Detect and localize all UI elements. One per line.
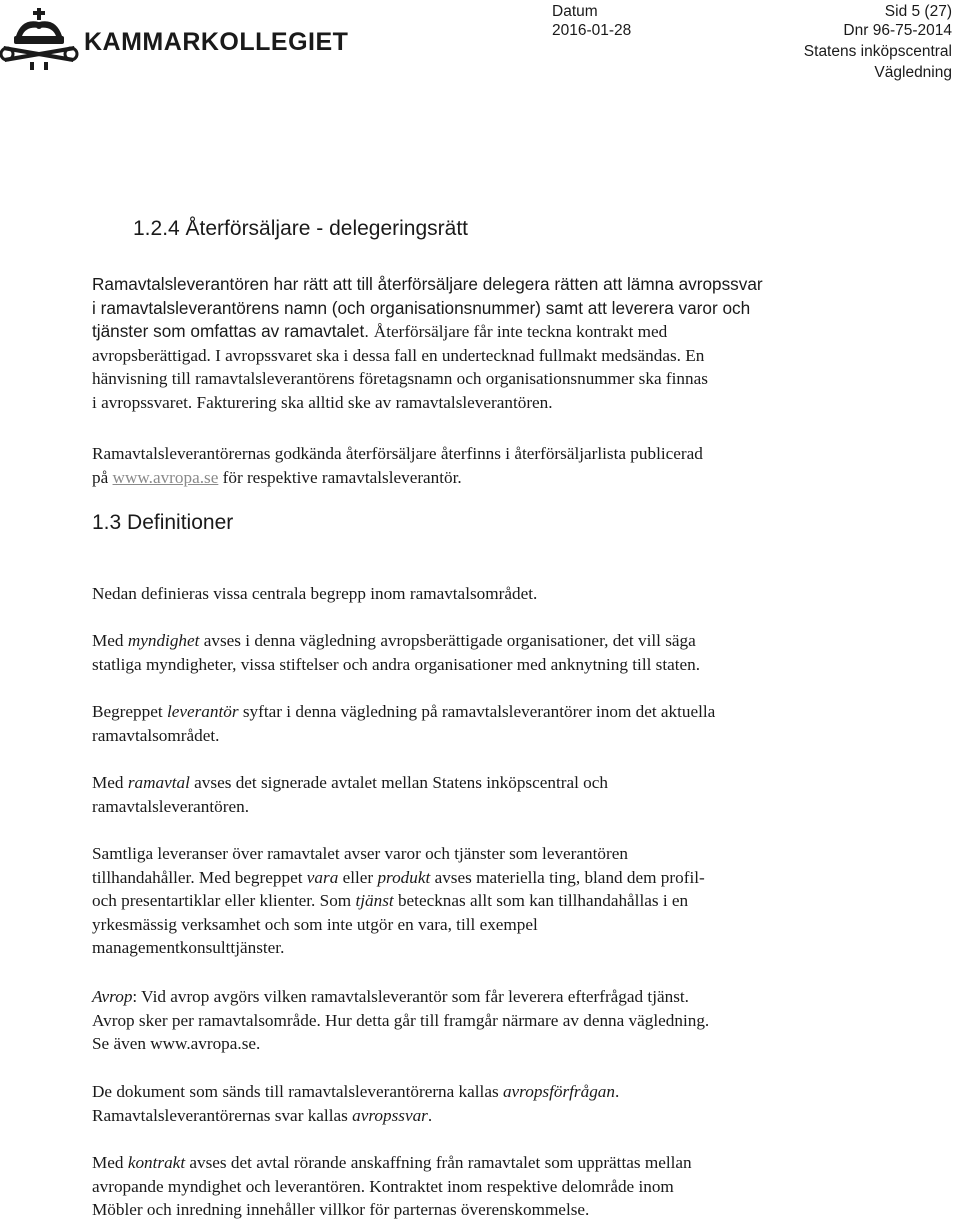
text-line bbox=[92, 1151, 882, 1175]
text-line bbox=[92, 985, 882, 1009]
text-segment: : Vid avrop avgörs vilken ramavtalsleverantör som får leverera efterfrågad tjänst. bbox=[132, 987, 689, 1006]
avropa-link[interactable]: www.avropa.se bbox=[112, 467, 219, 487]
term-tjanst: tjänst bbox=[355, 891, 394, 911]
definition-avropsforfragan bbox=[92, 1080, 882, 1127]
text-segment: Återförsäljare får inte teckna kontrakt med bbox=[373, 322, 668, 342]
text-line: Ramavtalsleverantörernas godkända återförsäljare återfinns i återförsäljarlista publicerad bbox=[92, 444, 703, 463]
text-segment: Med bbox=[92, 631, 128, 650]
definition-ramavtal bbox=[92, 771, 882, 818]
definition-avrop bbox=[92, 985, 882, 1056]
text-segment: syftar i denna vägledning på ramavtalsleverantörer inom det aktuella bbox=[238, 702, 716, 721]
text-segment: . bbox=[427, 1105, 433, 1125]
text-line: Avrop sker per ramavtalsområde. Hur detta går till framgår närmare av denna vägledning. bbox=[92, 1010, 710, 1030]
definition-leverantor bbox=[92, 700, 882, 747]
text-segment: för respektive ramavtalsleverantör. bbox=[218, 467, 462, 487]
document-type: Vägledning bbox=[874, 64, 952, 81]
text-segment: tillhandahåller. Med begreppet bbox=[92, 867, 307, 887]
term-myndighet: myndighet bbox=[127, 631, 200, 650]
text-line: avropande myndighet och leverantören. Kontraktet inom respektive delområde inom bbox=[92, 1176, 674, 1196]
text-line bbox=[92, 866, 882, 890]
text-segment: betecknas allt som kan tillhandahållas i en bbox=[393, 891, 689, 911]
definition-kontrakt bbox=[92, 1151, 882, 1222]
organization-name: Statens inköpscentral bbox=[803, 43, 952, 60]
text-line: ramavtalsområdet. bbox=[92, 725, 220, 745]
term-ramavtal: ramavtal bbox=[127, 773, 190, 792]
term-vara: vara bbox=[306, 867, 339, 887]
text-segment: på bbox=[92, 467, 113, 487]
paragraph-aterforsaljarlista bbox=[92, 442, 882, 489]
text-line bbox=[92, 771, 882, 795]
section-heading-definitioner: 1.3 Definitioner bbox=[92, 511, 234, 534]
text-line: Samtliga leveranser över ramavtalet avser varor och tjänster som leverantören bbox=[92, 844, 628, 863]
text-line bbox=[92, 700, 882, 724]
page-number: Sid 5 (27) bbox=[884, 3, 952, 20]
dnr-number: Dnr 96-75-2014 bbox=[843, 22, 952, 39]
paragraph-intro bbox=[92, 582, 882, 606]
text-segment: och presentartiklar eller klienter. Som bbox=[92, 891, 356, 911]
paragraph-delegering bbox=[92, 273, 882, 415]
text-segment: avses materiella ting, bland dem profil- bbox=[430, 867, 705, 887]
document-date: 2016-01-28 bbox=[552, 22, 632, 39]
text-segment: . bbox=[615, 1082, 620, 1101]
text-segment: eller bbox=[338, 867, 378, 887]
text-segment: Med bbox=[92, 773, 128, 792]
text-segment: Begreppet bbox=[92, 702, 167, 721]
text-line bbox=[92, 629, 882, 653]
text-line: managementkonsulttjänster. bbox=[92, 938, 285, 958]
date-label: Datum bbox=[552, 3, 598, 20]
text-line bbox=[92, 1080, 882, 1104]
crown-emblem-icon bbox=[0, 6, 80, 72]
text-line: i avropssvaret. Fakturering ska alltid ske av ramavtalsleverantören. bbox=[92, 392, 553, 412]
text-segment: avses det signerade avtalet mellan Statens inköpscentral och bbox=[189, 773, 608, 792]
term-produkt: produkt bbox=[377, 867, 431, 887]
text-line bbox=[92, 889, 882, 913]
definition-myndighet bbox=[92, 629, 882, 676]
definition-vara-tjanst bbox=[92, 842, 882, 960]
text-line: Ramavtalsleverantören har rätt att till återförsäljare delegera rätten att lämna avropssvar bbox=[92, 274, 763, 294]
section-heading-aterforsaljare: 1.2.4 Återförsäljare - delegeringsrätt bbox=[133, 217, 469, 240]
text-line: i ramavtalsleverantörens namn (och organisationsnummer) samt att leverera varor och bbox=[92, 297, 751, 318]
text-segment: avses i denna vägledning avropsberättigade organisationer, det vill säga bbox=[199, 631, 696, 650]
text-line: Möbler och inredning innehåller villkor för parternas överenskommelse. bbox=[92, 1200, 590, 1220]
text-line bbox=[92, 320, 882, 344]
text-line: yrkesmässig verksamhet och som inte utgör en vara, till exempel bbox=[92, 914, 538, 934]
text-segment: De dokument som sänds till ramavtalsleverantörerna kallas bbox=[92, 1082, 503, 1101]
term-avropssvar: avropssvar bbox=[352, 1105, 428, 1125]
text-line: Nedan definieras vissa centrala begrepp inom ramavtalsområdet. bbox=[92, 584, 538, 603]
text-line: statliga myndigheter, vissa stiftelser och andra organisationer med anknytning till staten. bbox=[92, 654, 701, 674]
term-leverantor: leverantör bbox=[166, 702, 239, 721]
text-line: hänvisning till ramavtalsleverantörens företagsnamn och organisationsnummer ska finnas bbox=[92, 369, 708, 389]
term-avrop: Avrop bbox=[92, 987, 133, 1006]
text-segment: tjänster som omfattas av ramavtalet. bbox=[92, 321, 374, 342]
text-segment: avses det avtal rörande anskaffning från ramavtalet som upprättas mellan bbox=[185, 1153, 692, 1172]
text-line: Se även www.avropa.se. bbox=[92, 1034, 261, 1054]
text-line bbox=[92, 1104, 882, 1128]
text-line: avropsberättigad. I avropssvaret ska i dessa fall en undertecknad fullmakt medsändas. En bbox=[92, 345, 705, 365]
text-segment: Med bbox=[92, 1153, 128, 1172]
text-segment: Ramavtalsleverantörernas svar kallas bbox=[92, 1105, 353, 1125]
kammarkollegiet-logo bbox=[0, 6, 349, 72]
text-line: ramavtalsleverantören. bbox=[92, 796, 249, 816]
term-avropsforfragan: avropsförfrågan bbox=[502, 1082, 615, 1101]
text-line bbox=[92, 466, 882, 490]
term-kontrakt: kontrakt bbox=[127, 1153, 186, 1172]
logo-wordmark: KAMMARKOLLEGIET bbox=[84, 28, 349, 56]
